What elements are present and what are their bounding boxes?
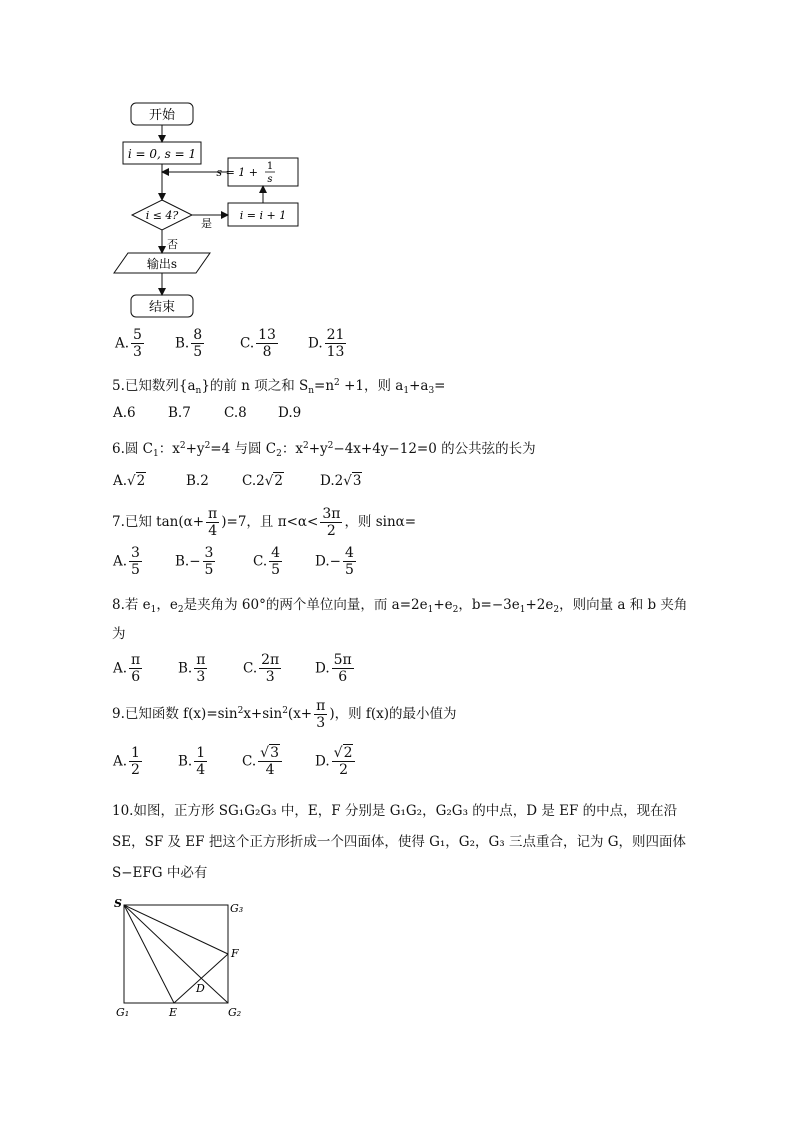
flow-update-text: s = 1 + xyxy=(216,166,258,179)
q10-stem-line3: S−EFG 中必有 xyxy=(112,865,208,881)
flow-end-text: 结束 xyxy=(148,300,176,315)
flow-update-den: s xyxy=(267,174,273,185)
q7-option-d[interactable]: D.− $\frac{4}{5}$ xyxy=(315,545,354,578)
label-g1: G₁ xyxy=(116,1006,130,1019)
segment-sf xyxy=(124,905,228,954)
q5-stem: 5.已知数列$\{a_n\}$的前 n 项之和 $S_n=n^2 +1$，则 $a_1+a_3=$ xyxy=(112,378,446,396)
label-g2: G₂ xyxy=(228,1006,242,1019)
segment-sg2 xyxy=(201,978,228,1003)
q5-option-d[interactable]: D.9 xyxy=(278,405,302,421)
q6-option-a[interactable]: A.√2 xyxy=(113,473,146,489)
label-d: D xyxy=(196,982,205,995)
q6-stem: 6.圆 $C_1$：$x^2+y^2=4$ 与圆 $C_2$：$x^2+y^2-4x+4y-12=0$ 的公共弦的长为 xyxy=(112,441,536,459)
label-e: E xyxy=(169,1006,178,1019)
label-g3: G₃ xyxy=(230,902,244,915)
flow-init-text: i = 0, s = 1 xyxy=(127,147,197,161)
q4-option-d[interactable]: D. $\frac{21}{13}$ xyxy=(308,327,345,360)
q7-option-a[interactable]: A. $\frac{3}{5}$ xyxy=(113,545,140,578)
flow-condition-text: i ≤ 4? xyxy=(145,209,179,222)
q4-option-b[interactable]: B. $\frac{8}{5}$ xyxy=(175,327,203,360)
square-figure xyxy=(110,892,260,1022)
q8-stem-line1: 8.若 $e_1$，$e_2$是夹角为 60°的两个单位向量，而 $a=2e_1+e_2$，$b=-3e_1+2e_2$，则向量 a 和 b 夹角 xyxy=(112,597,688,615)
q8-option-c[interactable]: C. $\frac{2\pi}{3}$ xyxy=(243,652,280,685)
q7-option-b[interactable]: B.− $\frac{3}{5}$ xyxy=(175,545,214,578)
q4-option-a[interactable]: A. $\frac{5}{3}$ xyxy=(115,327,142,360)
flow-start-text: 开始 xyxy=(148,108,176,123)
flow-increment-text: i = i + 1 xyxy=(239,209,287,222)
q9-option-a[interactable]: A. $\frac{1}{2}$ xyxy=(113,745,140,778)
segment-se xyxy=(124,905,174,1003)
segment-sd xyxy=(124,905,201,978)
q9-stem: 9.已知函数 $f(x)=\sin^2x+\sin^2(x+$ $\frac{\pi}{3}$ )，则 f(x)的最小值为 xyxy=(112,698,457,731)
flow-output-text: 输出s xyxy=(146,257,178,271)
q7-option-c[interactable]: C. $\frac{4}{5}$ xyxy=(253,545,281,578)
q9-option-b[interactable]: B. $\frac{1}{4}$ xyxy=(178,745,206,778)
q9-option-d[interactable]: D. $\frac{√2}{2}$ xyxy=(315,745,357,778)
q8-option-b[interactable]: B. $\frac{\pi}{3}$ xyxy=(178,652,206,685)
q7-stem: 7.已知 tan(α+ $\frac{\pi}{4}$ )=7，且 π<α< $\frac{3\pi}{2}$ ，则 sinα= xyxy=(112,506,417,539)
q9-option-c[interactable]: C. $\frac{√3}{4}$ xyxy=(242,745,284,778)
q4-option-c[interactable]: C. $\frac{13}{8}$ xyxy=(240,327,276,360)
q6-option-c[interactable]: C.2√2 xyxy=(242,473,283,489)
flow-no-label: 否 xyxy=(167,238,178,251)
q10-stem-line1: 10.如图，正方形 SG₁G₂G₃ 中，E，F 分别是 G₁G₂，G₂G₃ 的中点，D 是 EF 的中点，现在沿 xyxy=(112,803,678,819)
q5-option-a[interactable]: A.6 xyxy=(113,405,136,421)
q8-stem-line2: 为 xyxy=(112,626,126,642)
flowchart xyxy=(100,95,320,325)
label-s: S xyxy=(114,897,122,910)
q8-option-d[interactable]: D. $\frac{5\pi}{6}$ xyxy=(315,652,352,685)
q6-option-d[interactable]: D.2√3 xyxy=(320,473,362,489)
label-f: F xyxy=(231,947,239,960)
flow-update-num: 1 xyxy=(266,161,274,172)
q10-stem-line2: SE，SF 及 EF 把这个正方形折成一个四面体，使得 G₁，G₂，G₃ 三点重合，记为 G，则四面体 xyxy=(112,834,687,850)
q6-option-b[interactable]: B.2 xyxy=(186,473,209,489)
q8-option-a[interactable]: A. $\frac{\pi}{6}$ xyxy=(113,652,141,685)
q5-option-b[interactable]: B.7 xyxy=(168,405,191,421)
q5-option-c[interactable]: C.8 xyxy=(224,405,247,421)
flow-yes-label: 是 xyxy=(201,217,212,230)
